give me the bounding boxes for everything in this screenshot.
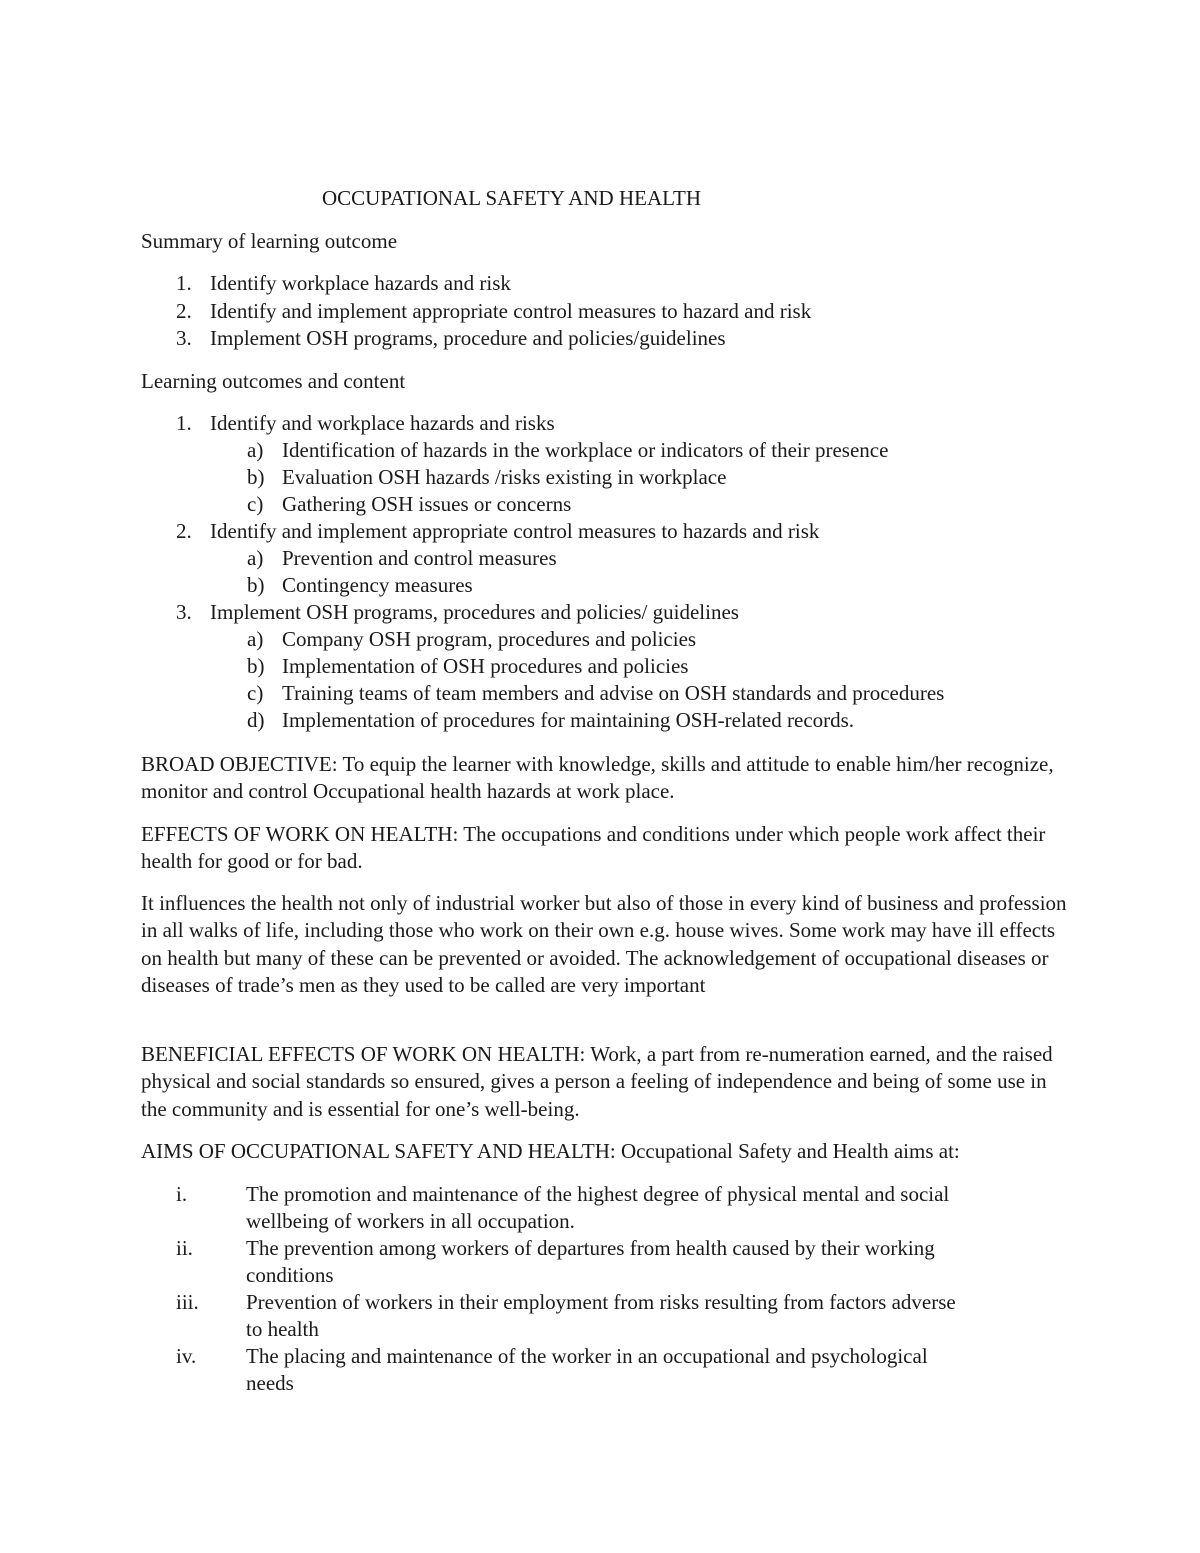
list-item-line: Prevention of workers in their employment from risks resulting from factors adverse xyxy=(246,1290,956,1314)
list-marker: 3. xyxy=(176,326,192,350)
sublist-marker: b) xyxy=(247,654,265,678)
list-marker: 1. xyxy=(176,271,192,295)
sublist-marker: a) xyxy=(247,546,264,570)
list-marker: 2. xyxy=(176,299,192,323)
beneficial-effects-paragraph: BENEFICIAL EFFECTS OF WORK ON HEALTH: Work, a part from re-numeration earned, and the raised physical and social standards so ensured, gives a person a feeling of independence and being of some use in the community and is essential for one’s well-being. xyxy=(141,1042,1053,1121)
broad-objective-paragraph: BROAD OBJECTIVE: To equip the learner with knowledge, skills and attitude to enable him/her recognize, monitor and control Occupational health hazards at work place. xyxy=(141,752,1054,804)
sublist-item: Company OSH program, procedures and policies xyxy=(282,627,697,651)
list-marker: 1. xyxy=(176,411,192,435)
sublist-marker: b) xyxy=(247,573,265,597)
aims-paragraph: AIMS OF OCCUPATIONAL SAFETY AND HEALTH: Occupational Safety and Health aims at: xyxy=(141,1139,960,1163)
influences-paragraph: It influences the health not only of industrial worker but also of those in every kind of business and profession in all walks of life, including those who work on their own e.g. house wives. Some work may have ill effects on health but many of these can be prevented or avoided. The acknowledgement of occupational diseases or diseases of trade’s men as they used to be called are very important xyxy=(141,891,1067,997)
list-marker: 2. xyxy=(176,519,192,543)
sublist-item: Gathering OSH issues or concerns xyxy=(282,492,572,516)
list-item-line: The prevention among workers of departures from health caused by their working xyxy=(246,1236,935,1260)
sublist-item: Contingency measures xyxy=(282,573,473,597)
sublist-marker: a) xyxy=(247,438,264,462)
sublist-marker: a) xyxy=(247,627,264,651)
sublist-marker: c) xyxy=(247,492,264,516)
list-item-line: conditions xyxy=(246,1263,334,1287)
effects-paragraph: EFFECTS OF WORK ON HEALTH: The occupations and conditions under which people work affect their health for good or for bad. xyxy=(141,822,1046,874)
sublist-item: Evaluation OSH hazards /risks existing in workplace xyxy=(282,465,727,489)
document-title: OCCUPATIONAL SAFETY AND HEALTH xyxy=(322,186,702,210)
list-marker: iv. xyxy=(176,1344,197,1368)
sublist-item: Training teams of team members and advise on OSH standards and procedures xyxy=(282,681,945,705)
list-marker: 3. xyxy=(176,600,192,624)
list-item: Identify and implement appropriate control measures to hazard and risk xyxy=(210,299,812,323)
sublist-item: Implementation of OSH procedures and policies xyxy=(282,654,689,678)
list-item-line: wellbeing of workers in all occupation. xyxy=(246,1209,575,1233)
sublist-marker: d) xyxy=(247,708,265,732)
list-item: Identify workplace hazards and risk xyxy=(210,271,511,295)
content-heading: Learning outcomes and content xyxy=(141,369,406,393)
summary-heading: Summary of learning outcome xyxy=(141,229,398,253)
sublist-marker: b) xyxy=(247,465,265,489)
list-marker: ii. xyxy=(176,1236,193,1260)
list-item-line: needs xyxy=(246,1371,294,1395)
list-item-line: The placing and maintenance of the worker in an occupational and psychological xyxy=(246,1344,928,1368)
sublist-item: Prevention and control measures xyxy=(282,546,557,570)
sublist-marker: c) xyxy=(247,681,264,705)
list-item: Implement OSH programs, procedures and policies/ guidelines xyxy=(210,600,739,624)
list-marker: iii. xyxy=(176,1290,199,1314)
list-item-line: to health xyxy=(246,1317,319,1341)
list-item: Identify and implement appropriate control measures to hazards and risk xyxy=(210,519,820,543)
list-item: Identify and workplace hazards and risks xyxy=(210,411,555,435)
sublist-item: Implementation of procedures for maintaining OSH-related records. xyxy=(282,708,855,732)
list-marker: i. xyxy=(176,1182,188,1206)
sublist-item: Identification of hazards in the workplace or indicators of their presence xyxy=(282,438,889,462)
list-item: Implement OSH programs, procedure and policies/guidelines xyxy=(210,326,726,350)
list-item-line: The promotion and maintenance of the highest degree of physical mental and social xyxy=(246,1182,950,1206)
